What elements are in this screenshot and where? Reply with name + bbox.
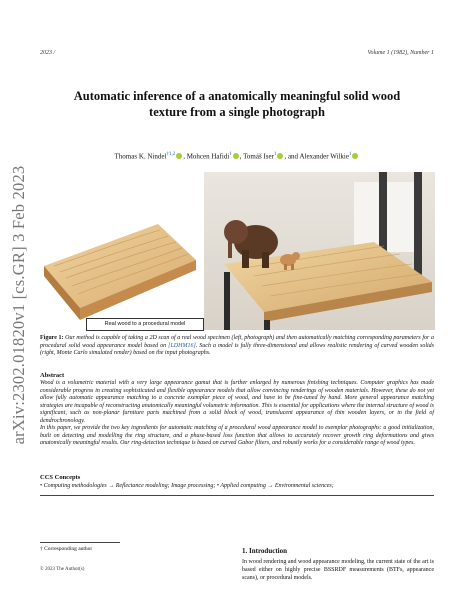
running-header-right: Volume 1 (1982), Number 1 xyxy=(367,50,434,56)
orcid-icon[interactable] xyxy=(176,153,182,159)
paper-title xyxy=(40,88,434,120)
author-1-affil: †1,2 xyxy=(166,152,176,157)
caption-label: Figure 1: xyxy=(40,335,64,341)
arxiv-stamp xyxy=(4,165,34,445)
title-line-1: Automatic inference of a anatomically meaningful solid wood xyxy=(73,89,401,103)
abstract-paragraph-1: Wood is a volumetric material with a very large appearance gamut that is further enlarged by numerous finishing techniques. Computer graphics has made considerable progress in creating sophisticated and flexible appearance models that allow convincing renderings of wooden materials. However, these do not yet allow fully automatic appearance matching to a concrete exemplar piece of wood, and have to be fine-tuned by hand. More general appearance matching strategies are incapable of reconstructing anatomically meaningful volumetric information. This is essential for applications where the internal structure of wood is significant, such as non-planar furniture parts machined from a solid block of wood, translucent appearance of thin wooden layers, or in the field of dendrochronology. xyxy=(40,380,434,424)
wood-plank-illustration xyxy=(40,216,200,330)
ccs-concepts: • Computing methodologies → Reflectance modeling; Image processing; • Applied computing → Environmental sciences; xyxy=(40,483,334,489)
footnote-divider xyxy=(40,542,120,543)
caption-tail: . Such a model is fully three-dimensional and allows realistic rendering of carved wooden solids (right, Monte Carlo simulated render) based on the input photographs. xyxy=(40,342,434,357)
author-4-affil: 1 xyxy=(348,152,352,157)
abstract-paragraph-2: In this paper, we provide the two key ingredients for automatic matching of a procedural wood appearance model to exemplar photographs: a good initialization, built on detecting and modelling the ring structure, and a phase-based loss function that allows to accurately recover growth ring deformations and gives anatomically meaningful results. Our ring-detection technique is based on curved Gabor filters, and robustly works for a considerable range of wood types. xyxy=(40,425,434,446)
author-2-affil: 1 xyxy=(229,152,232,157)
author-sep: , xyxy=(183,152,187,161)
caption-citation-link[interactable]: [LDHM16] xyxy=(168,342,196,349)
orcid-icon[interactable] xyxy=(352,153,358,159)
orcid-icon[interactable] xyxy=(277,153,283,159)
orcid-icon[interactable] xyxy=(233,153,239,159)
figure-photo-wood-plank xyxy=(40,216,200,330)
figure-caption xyxy=(40,335,434,358)
author-3: Tomáš Iser xyxy=(243,152,274,161)
author-list xyxy=(40,152,434,160)
abstract-body xyxy=(40,380,434,448)
chair-render-illustration xyxy=(204,172,435,330)
author-sep: , xyxy=(239,152,244,161)
title-line-2: texture from a single photograph xyxy=(149,105,325,119)
author-3-affil: 1 xyxy=(273,152,277,157)
author-and: , and xyxy=(284,152,300,161)
abstract-heading: Abstract xyxy=(40,372,65,379)
caption-text: Our method is capable of taking a 2D scan of a real wood specimen (left, photograph) and then automatically matching corresponding parameters for a procedural solid wood appearance model based on xyxy=(40,335,435,349)
ccs-heading: CCS Concepts xyxy=(40,474,81,481)
arxiv-stamp-text: arXiv:2302.01820v1 [cs.GR] 3 Feb 2023 xyxy=(9,165,28,445)
copyright: © 2023 The Author(s) xyxy=(40,567,85,572)
intro-heading: 1. Introduction xyxy=(242,547,287,555)
running-header-left: 2023 / xyxy=(40,50,56,56)
section-divider xyxy=(40,495,434,496)
author-2: Mohcen Hafidi xyxy=(186,152,230,161)
author-4: Alexander Wilkie xyxy=(299,152,349,161)
footnote: † Corresponding author xyxy=(40,546,93,552)
figure-render-chair xyxy=(204,172,435,330)
intro-text: In wood rendering and wood appearance modeling, the current state of the art is based either on highly precise BSSRDF measurements (BTFs, appearance scans), or procedural models. xyxy=(242,559,434,581)
figure-label: Real wood to a procedural model xyxy=(86,318,204,331)
author-1: Thomas K. Nindel xyxy=(114,152,167,161)
